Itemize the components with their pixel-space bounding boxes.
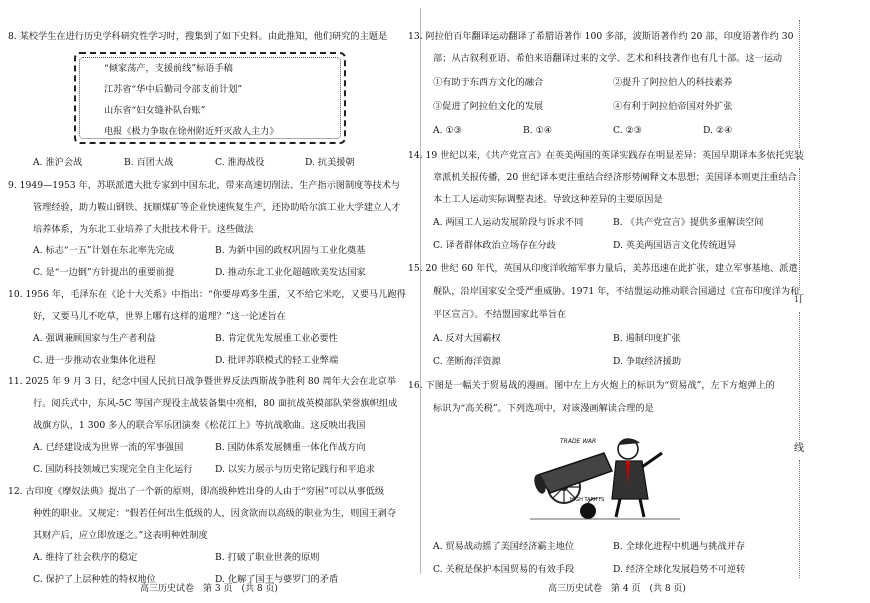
q13-option-b[interactable]: B. ①④ [523, 125, 553, 136]
q11-option-a[interactable]: A. 已经建设成为世界一流的军事强国 [33, 442, 184, 453]
binding-line [799, 168, 800, 290]
q10-stem-line: 好，又要马儿不吃草，世界上哪有这样的道理？”这一论述旨在 [33, 311, 286, 322]
q9-option-b[interactable]: B. 为新中国的政权巩固与工业化奠基 [215, 245, 366, 256]
q8-material: 江苏省“华中后勤司令部支前计划” [104, 84, 243, 95]
q10-option-c[interactable]: C. 进一步推动农业集体化进程 [33, 355, 156, 366]
binding-line [799, 460, 800, 578]
q13-statement-4: ④有利于阿拉伯帝国对外扩张 [613, 101, 733, 112]
q16-option-a[interactable]: A. 贸易战动摇了美国经济霸主地位 [433, 541, 575, 552]
binding-mark-ding: 订 [794, 294, 804, 305]
q16-stem-line: 标识为“高关税”。下列选项中，对该漫画解读合理的是 [433, 403, 654, 414]
q9-stem-line: 管理经验，助力鞍山钢铁、抚顺煤矿等企业快速恢复生产，还协助哈尔滨工业大学建立人才 [33, 202, 401, 213]
q10-option-b[interactable]: B. 肯定优先发展重工业必要性 [215, 333, 338, 344]
q12-option-d[interactable]: D. 化解了国王与婆罗门的矛盾 [215, 574, 339, 585]
q8-option-a[interactable]: A. 淮沪会战 [33, 157, 83, 168]
q14-stem-line: 本土工人运动实际调整表述。导致这种差异的主要原因是 [433, 194, 663, 205]
q8-option-d[interactable]: D. 抗美援朝 [305, 157, 355, 168]
q16-option-d[interactable]: D. 经济全球化发展趋势不可逆转 [613, 564, 746, 575]
q11-option-b[interactable]: B. 国防体系发展侧重一体化作战方向 [215, 442, 366, 453]
q9-option-c[interactable]: C. 是“一边倒”方针提出的重要前提 [33, 267, 175, 278]
binding-mark-zhuang: 装 [794, 151, 804, 162]
q15-option-a[interactable]: A. 反对大国霸权 [433, 333, 501, 344]
q13-stem-line: 13. 阿拉伯百年翻译运动翻译了希腊语著作 100 多部，波斯语著作约 20 部，印度语著作约 30 [408, 31, 794, 42]
page-footer-right: 高三历史试卷 第 4 页 (共 8 页) [548, 584, 686, 594]
q9-stem-line: 培养体系，为东北工业培养了大批技术骨干。这些做法 [33, 224, 254, 235]
q11-stem-line: 战旗方队，1 300 多人的联合军乐团演奏《松花江上》等抗战歌曲。这反映出我国 [33, 420, 366, 431]
binding-line [799, 20, 800, 148]
q16-option-b[interactable]: B. 全球化进程中机遇与挑战并存 [613, 541, 746, 552]
q13-option-a[interactable]: A. ①③ [433, 125, 462, 136]
q8-option-c[interactable]: C. 淮海战役 [215, 157, 265, 168]
q12-option-c[interactable]: C. 保护了上层种姓的特权地位 [33, 574, 156, 585]
q11-stem-line: 行。阅兵式中，东风-5C 等国产现役主战装备集中亮相，80 面抗战英模部队荣誉旗帜组成 [33, 398, 398, 409]
q13-option-d[interactable]: D. ②④ [703, 125, 733, 136]
cartoon-label-high-tariffs: HIGH TARIFFS [570, 497, 605, 503]
q12-option-a[interactable]: A. 维持了社会秩序的稳定 [33, 552, 138, 563]
q9-stem-line: 9. 1949—1953 年，苏联派遣大批专家到中国东北，带来高速切削法、生产指示图制度等技术与 [8, 180, 401, 191]
q16-option-c[interactable]: C. 关税是保护本国贸易的有效手段 [433, 564, 575, 575]
left-page [0, 0, 420, 603]
q14-stem-line: 14. 19 世纪以来，《共产党宣言》在英美两国的英译实践存在明显差异：英国早期译本多依托宪 [408, 150, 794, 161]
q8-material: “倾家荡产，支援前线”标语手稿 [104, 63, 233, 74]
q10-option-a[interactable]: A. 强调兼顾国家与生产者利益 [33, 333, 156, 344]
q14-option-a[interactable]: A. 两国工人运动发展阶段与诉求不同 [433, 217, 584, 228]
q15-stem-line: 舰队，沿岸国家安全受严重威胁。1971 年，不结盟运动推动联合国通过《宣布印度洋为和 [433, 286, 800, 297]
q13-option-c[interactable]: C. ②③ [613, 125, 643, 136]
q11-option-c[interactable]: C. 国防科技领域已实现完全自主化运行 [33, 464, 193, 475]
q14-option-c[interactable]: C. 译者群体政治立场存在分歧 [433, 240, 556, 251]
q15-option-c[interactable]: C. 垄断海洋资源 [433, 356, 501, 367]
q9-option-a[interactable]: A. 标志“一五”计划在东北率先完成 [33, 245, 175, 256]
q11-option-d[interactable]: D. 以实力展示与历史铭记践行和平追求 [215, 464, 375, 475]
q8-material: 电报《极力争取在徐州附近歼灭敌人主力》 [104, 126, 279, 137]
q15-stem-line: 15. 20 世纪 60 年代，英国从印度洋收缩军事力量后，美苏迅速在此扩张，建立军事基地、派遣 [408, 263, 798, 274]
cartoon-label-trade-war: TRADE WAR [560, 438, 597, 445]
q12-option-b[interactable]: B. 打破了职业世袭的原则 [215, 552, 320, 563]
q10-stem-line: 10. 1956 年，毛泽东在《论十大关系》中指出：“你要母鸡多生蛋，又不给它米吃，又要马儿跑得 [8, 289, 406, 300]
q10-option-d[interactable]: D. 批评苏联模式的轻工业弊端 [215, 355, 339, 366]
page-footer-left: 高三历史试卷 第 3 页 (共 8 页) [140, 584, 278, 594]
q12-stem-line: 种姓的职业。又规定：“假若任何出生低级的人，因贪欲而以高级的职业为生，则国王剥夺 [33, 508, 397, 519]
q14-stem-line: 章派机关报传播，20 世纪译本更注重结合经济形势阐释文本思想；美国译本则更注重结合 [433, 172, 797, 183]
q15-option-d[interactable]: D. 争取经济援助 [613, 356, 682, 367]
q8-option-b[interactable]: B. 百团大战 [124, 157, 174, 168]
q12-stem-line: 其财产后，应立即放逐之。”这表明种姓制度 [33, 530, 208, 541]
q13-statement-3: ③促进了阿拉伯文化的发展 [433, 101, 544, 112]
q14-option-b[interactable]: B. 《共产党宣言》提供多重解读空间 [613, 217, 764, 228]
q13-statement-1: ①有助于东西方文化的融合 [433, 77, 544, 88]
q14-option-d[interactable]: D. 英美两国语言文化传统迥异 [613, 240, 737, 251]
q16-stem-line: 16. 下图是一幅关于贸易战的漫画。图中左上方火炮上的标识为“贸易战”，左下方炮弹上的 [408, 380, 775, 391]
q15-stem-line: 平区宣言》。不结盟国家此举旨在 [433, 309, 567, 320]
trade-war-cartoon [530, 423, 680, 523]
q15-option-b[interactable]: B. 遏制印度扩张 [613, 333, 681, 344]
q13-statement-2: ②提升了阿拉伯人的科技素养 [613, 77, 733, 88]
binding-mark-xian: 线 [794, 443, 804, 454]
q13-stem-line: 部；从古叙利亚语、希伯来语翻译过来的文学、艺术和科技著作也有几十部。这一运动 [433, 53, 783, 64]
q8-stem: 8. 某校学生在进行历史学科研究性学习时，搜集到了如下史料。由此推知，他们研究的主题是 [8, 31, 388, 42]
binding-line [799, 312, 800, 440]
q12-stem-line: 12. 古印度《摩奴法典》提出了一个新的原则，即高级种姓出身的人由于“穷困”可以从事低级 [8, 486, 385, 497]
q9-option-d[interactable]: D. 推动东北工业化超越欧美发达国家 [215, 267, 366, 278]
q11-stem-line: 11. 2025 年 9 月 3 日，纪念中国人民抗日战争暨世界反法西斯战争胜利 80 周年大会在北京举 [8, 376, 396, 387]
q8-material: 山东省“妇女缝补队台账” [104, 105, 206, 116]
